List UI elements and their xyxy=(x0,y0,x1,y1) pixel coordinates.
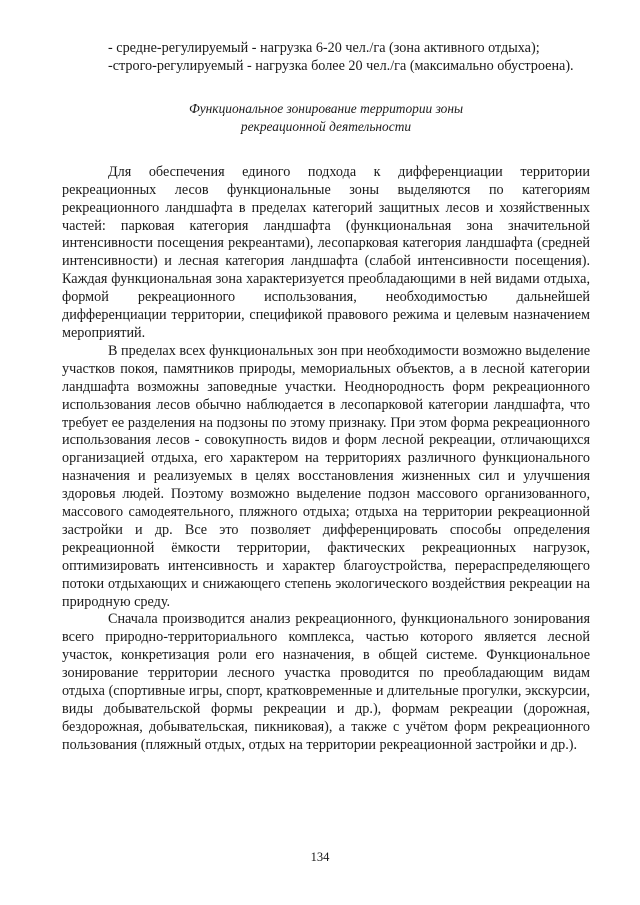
page-number: 134 xyxy=(310,850,330,864)
section-heading xyxy=(62,100,590,136)
page-content xyxy=(62,40,590,755)
body-paragraph-3: Сначала производится анализ рекреационного, функционального зонирования всего природно-территориального комплекса, частью которого является лесной участок, конкретизация роли его назначения, в общей системе. Функциональное зонирование территории лесного участка проводится по преобладающим видам отдыха (спортивные игры, спорт, кратковременные и длительные прогулки, экскурсии, виды добывательской формы рекреации и др.), формам рекреации (дорожная, бездорожная, добывательская, пикниковая), а также с учётом форм рекреационного пользования (пляжный отдых, отдых на территории рекреационной застройки и др.). xyxy=(62,611,590,753)
body-paragraph-2: В пределах всех функциональных зон при необходимости возможно выделение участков покоя, памятников природы, мемориальных объектов, а в лесной категории ландшафта возможны заповедные участки. Неоднородность форм рекреационного использования лесов обычно наблюдается в лесопарковой категории ландшафта, что требует ее разделения на подзоны по этому признаку. При этом форма рекреационного использования лесов - совокупность видов и форм лесной рекреации, отличающихся организацией отдыха, его характером на территориях различного функционального назначения и реализуемых в целях восстановления жизненных сил и улучшения здоровья людей. Поэтому возможно выделение подзон массового организованного, массового самодеятельного, пляжного отдыха; отдыха на территории рекреационной застройки и др. Все это позволяет дифференцировать способы определения рекреационной ёмкости территории, фактических рекреационных нагрузок, оптимизировать интенсивность и характер благоустройства, перераспределяющего потоки отдыхающих и снижающего степень экологического воздействия рекреации на природную среду. xyxy=(62,342,591,610)
section-heading-line-1: Функциональное зонирование территории зоны xyxy=(188,100,464,116)
intro-line-strict: -строго-регулируемый - нагрузка более 20 чел./га (максимально обустроена). xyxy=(108,57,574,74)
intro-line-moderate: - средне-регулируемый - нагрузка 6-20 чел./га (зона активного отдыха); xyxy=(108,40,540,56)
section-heading-line-2: рекреационной деятельности xyxy=(240,118,412,134)
body-paragraph-1: Для обеспечения единого подхода к дифференциации территории рекреационных лесов функциональные зоны выделяются по категориям рекреационного ландшафта в пределах категорий защитных лесов и хозяйственных частей: парковая категория ландшафта (функциональная зона значительной интенсивности посещения рекреантами), лесопарковая категория ландшафта (средней интенсивности) и лесная категория ландшафта (слабой интенсивности посещения). Каждая функциональная зона характеризуется преобладающими в ней видами отдыха, формой рекреационного использования, необходимостью дальнейшей дифференциации территории, спецификой правового режима и целевым назначением мероприятий. xyxy=(62,163,590,341)
